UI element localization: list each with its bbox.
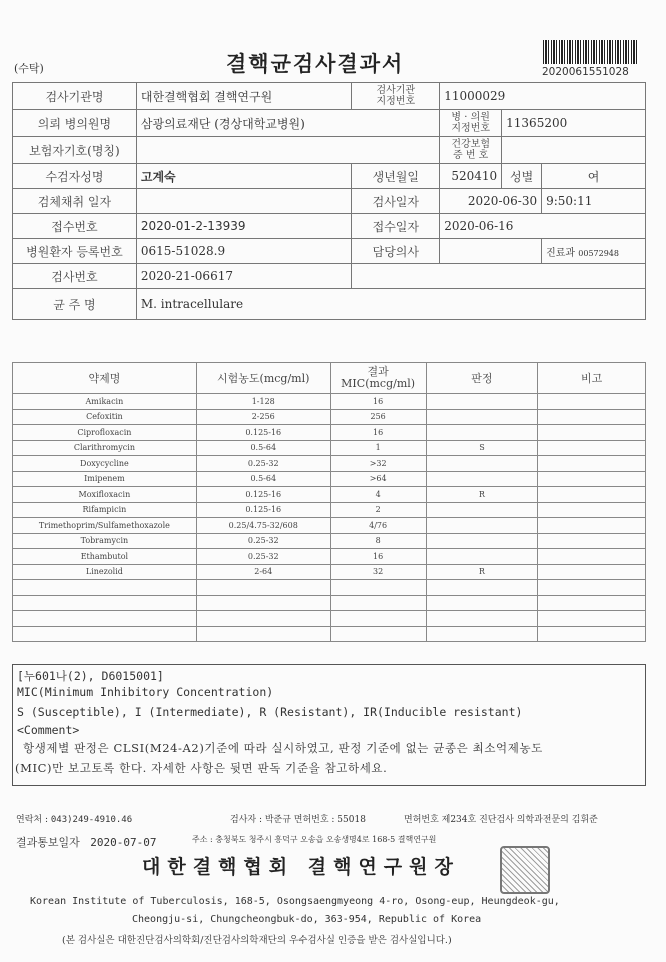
hospital-value: 삼광의료재단 (경상대학교병원) <box>136 110 439 137</box>
doctor-value <box>440 239 542 264</box>
comment-line-2: (MIC)만 보고토록 한다. 자세한 사항은 뒷면 판독 기준을 참고하세요. <box>15 761 388 775</box>
drug-cell-conc: 0.5-64 <box>196 471 330 487</box>
dept-cell <box>542 239 646 264</box>
drug-cell-drug: Rifampicin <box>13 502 197 518</box>
drug-cell-mic: 256 <box>330 409 426 425</box>
drug-cell-judge <box>426 518 538 534</box>
drug-cell-remark <box>538 595 646 611</box>
drug-row <box>13 456 646 472</box>
header-result: 결과 MIC(mcg/ml) <box>330 363 426 394</box>
drug-cell-conc: 0.125-16 <box>196 487 330 503</box>
dept-label: 진료과 <box>546 247 576 259</box>
drug-cell-remark <box>538 580 646 596</box>
license: 면허번호 제234호 진단검사 의학과전문의 김휘준 <box>404 815 598 825</box>
drug-cell-mic: 16 <box>330 394 426 410</box>
examiner: 검사자 : 박준규 면허번호 : 55018 <box>230 815 366 825</box>
drug-cell-drug <box>13 580 197 596</box>
drug-cell-remark <box>538 564 646 580</box>
hosp-code-label: 병 · 의원 지정번호 <box>440 110 502 137</box>
health-no-label: 건강보험 증 번 호 <box>440 137 502 164</box>
empty-cell <box>352 264 646 289</box>
drug-cell-judge <box>426 580 538 596</box>
contact: 연락처 : 043)249-4910.46 <box>16 815 133 825</box>
drug-cell-drug: Ethambutol <box>13 549 197 565</box>
english-address-1: Korean Institute of Tuberculosis, 168-5, Osongsaengmyeong 4-ro, Osong-eup, Heungdeok-gu, <box>30 896 560 907</box>
drug-cell-remark <box>538 626 646 642</box>
institution-label: 검사기관명 <box>13 83 137 110</box>
organization-name: 대한결핵협회 결핵연구원장 <box>142 856 460 878</box>
drug-cell-remark <box>538 440 646 456</box>
comment-line-1: 항생제별 판정은 CLSI(M24-A2)기준에 따라 실시하였고, 판정 기준에 없는 균종은 최소억제농도 <box>23 741 543 755</box>
drug-cell-remark <box>538 425 646 441</box>
legend-line: S (Susceptible), I (Intermediate), R (Resistant), IR(Inducible resistant) <box>17 705 523 719</box>
drug-row <box>13 394 646 410</box>
receipt-no-label: 접수번호 <box>13 214 137 239</box>
drug-cell-remark <box>538 549 646 565</box>
drug-cell-mic <box>330 611 426 627</box>
drug-cell-drug <box>13 595 197 611</box>
drug-cell-judge <box>426 502 538 518</box>
dept-value: 00572948 <box>578 248 619 258</box>
drug-row <box>13 409 646 425</box>
collect-date-label: 검체채취 일자 <box>13 189 137 214</box>
drug-cell-remark <box>538 487 646 503</box>
drug-cell-remark <box>538 502 646 518</box>
patient-info-table <box>12 82 646 320</box>
drug-cell-drug <box>13 626 197 642</box>
drug-cell-mic <box>330 595 426 611</box>
drug-cell-conc: 0.25-32 <box>196 549 330 565</box>
drug-row <box>13 611 646 627</box>
doctor-label: 담당의사 <box>352 239 440 264</box>
patient-label: 수검자성명 <box>13 164 137 189</box>
notes-box <box>12 664 646 786</box>
health-no-value <box>502 137 646 164</box>
birth-label: 생년월일 <box>352 164 440 189</box>
test-time-value: 9:50:11 <box>542 189 646 214</box>
drug-cell-conc: 0.25/4.75-32/608 <box>196 518 330 534</box>
drug-cell-drug: Amikacin <box>13 394 197 410</box>
drug-cell-mic: 32 <box>330 564 426 580</box>
patient-value: 고계숙 <box>136 164 352 189</box>
test-date-value: 2020-06-30 <box>440 189 542 214</box>
drug-row <box>13 502 646 518</box>
drug-row <box>13 626 646 642</box>
drug-cell-conc: 0.25-32 <box>196 533 330 549</box>
drug-cell-judge <box>426 611 538 627</box>
drug-cell-conc: 2-256 <box>196 409 330 425</box>
receipt-date-value: 2020-06-16 <box>440 214 646 239</box>
drug-cell-remark <box>538 611 646 627</box>
drug-cell-conc <box>196 626 330 642</box>
drug-cell-drug: Clarithromycin <box>13 440 197 456</box>
drug-cell-judge <box>426 549 538 565</box>
hospital-label: 의뢰 병의원명 <box>13 110 137 137</box>
page-title: 결핵균검사결과서 <box>226 51 405 76</box>
birth-value: 520410 <box>440 164 502 189</box>
mic-line: MIC(Minimum Inhibitory Concentration) <box>17 685 274 699</box>
test-no-value: 2020-21-06617 <box>136 264 352 289</box>
header-conc: 시험농도(mcg/ml) <box>196 363 330 394</box>
institution-value: 대한결핵협회 결핵연구원 <box>136 83 352 110</box>
drug-row <box>13 533 646 549</box>
notify-date: 결과통보일자 2020-07-07 <box>16 836 157 849</box>
drug-row <box>13 518 646 534</box>
drug-row <box>13 564 646 580</box>
drug-cell-drug: Doxycycline <box>13 456 197 472</box>
drug-row <box>13 487 646 503</box>
drug-cell-drug: Trimethoprim/Sulfamethoxazole <box>13 518 197 534</box>
species-label: 균 주 명 <box>13 289 137 320</box>
drug-cell-judge <box>426 456 538 472</box>
sex-value: 여 <box>542 164 646 189</box>
drug-cell-conc <box>196 580 330 596</box>
inst-code-label: 검사기관 지정번호 <box>352 83 440 110</box>
drug-cell-judge <box>426 533 538 549</box>
drug-cell-judge <box>426 626 538 642</box>
drug-cell-judge <box>426 471 538 487</box>
insurer-value <box>136 137 439 164</box>
drug-cell-remark <box>538 518 646 534</box>
hosp-code-value: 11365200 <box>502 110 646 137</box>
drug-cell-judge <box>426 425 538 441</box>
receipt-no-value: 2020-01-2-13939 <box>136 214 352 239</box>
drug-cell-drug: Tobramycin <box>13 533 197 549</box>
test-no-label: 검사번호 <box>13 264 137 289</box>
drug-cell-drug: Ciprofloxacin <box>13 425 197 441</box>
drug-cell-conc: 0.125-16 <box>196 425 330 441</box>
drug-cell-mic: 16 <box>330 549 426 565</box>
drug-row <box>13 595 646 611</box>
code-line: [누601나(2), D6015001] <box>17 669 164 683</box>
drug-cell-judge: R <box>426 564 538 580</box>
drug-cell-judge: S <box>426 440 538 456</box>
drug-cell-mic <box>330 580 426 596</box>
header-remark: 비고 <box>538 363 646 394</box>
receipt-date-label: 접수일자 <box>352 214 440 239</box>
header-drug: 약제명 <box>13 363 197 394</box>
drug-susceptibility-table <box>12 362 646 642</box>
drug-cell-drug: Imipenem <box>13 471 197 487</box>
drug-cell-judge <box>426 394 538 410</box>
drug-cell-remark <box>538 394 646 410</box>
insurer-label: 보험자기호(명칭) <box>13 137 137 164</box>
drug-row <box>13 471 646 487</box>
header-judge: 판정 <box>426 363 538 394</box>
drug-cell-mic: 1 <box>330 440 426 456</box>
copy-type: (수탁) <box>14 62 44 75</box>
drug-cell-remark <box>538 456 646 472</box>
english-address-2: Cheongju-si, Chungcheongbuk-do, 363-954, Republic of Korea <box>132 914 482 925</box>
species-value: M. intracellulare <box>136 289 645 320</box>
drug-cell-conc: 0.5-64 <box>196 440 330 456</box>
drug-cell-mic: >64 <box>330 471 426 487</box>
reg-no-label: 병원환자 등록번호 <box>13 239 137 264</box>
drug-cell-remark <box>538 409 646 425</box>
address: 주소 : 충청북도 청주시 흥덕구 오송읍 오송생명4로 168-5 결핵연구원 <box>192 835 437 844</box>
drug-row <box>13 549 646 565</box>
test-date-label: 검사일자 <box>352 189 440 214</box>
barcode-number: 2020061551028 <box>542 66 629 78</box>
drug-row <box>13 440 646 456</box>
drug-cell-conc: 2-64 <box>196 564 330 580</box>
drug-cell-conc: 0.25-32 <box>196 456 330 472</box>
collect-date-value <box>136 189 352 214</box>
drug-row <box>13 580 646 596</box>
drug-cell-drug <box>13 611 197 627</box>
inst-code-value: 11000029 <box>440 83 646 110</box>
drug-cell-mic: 2 <box>330 502 426 518</box>
drug-cell-judge <box>426 595 538 611</box>
drug-cell-drug: Linezolid <box>13 564 197 580</box>
drug-cell-conc: 0.125-16 <box>196 502 330 518</box>
drug-cell-mic <box>330 626 426 642</box>
official-seal <box>500 846 550 894</box>
drug-cell-mic: 4/76 <box>330 518 426 534</box>
reg-no-value: 0615-51028.9 <box>136 239 352 264</box>
drug-cell-drug: Cefoxitin <box>13 409 197 425</box>
drug-cell-conc <box>196 595 330 611</box>
drug-cell-conc <box>196 611 330 627</box>
sex-label: 성별 <box>502 164 542 189</box>
drug-cell-remark <box>538 533 646 549</box>
drug-cell-conc: 1-128 <box>196 394 330 410</box>
certification-note: (본 검사실은 대한진단검사의학회/진단검사의학재단의 우수검사실 인증을 받은 검사실입니다.) <box>62 935 452 946</box>
drug-cell-mic: 4 <box>330 487 426 503</box>
drug-cell-drug: Moxifloxacin <box>13 487 197 503</box>
comment-label: <Comment> <box>17 723 80 737</box>
barcode <box>543 40 639 64</box>
drug-cell-mic: >32 <box>330 456 426 472</box>
drug-cell-judge: R <box>426 487 538 503</box>
drug-cell-judge <box>426 409 538 425</box>
drug-cell-remark <box>538 471 646 487</box>
drug-cell-mic: 8 <box>330 533 426 549</box>
drug-row <box>13 425 646 441</box>
drug-cell-mic: 16 <box>330 425 426 441</box>
